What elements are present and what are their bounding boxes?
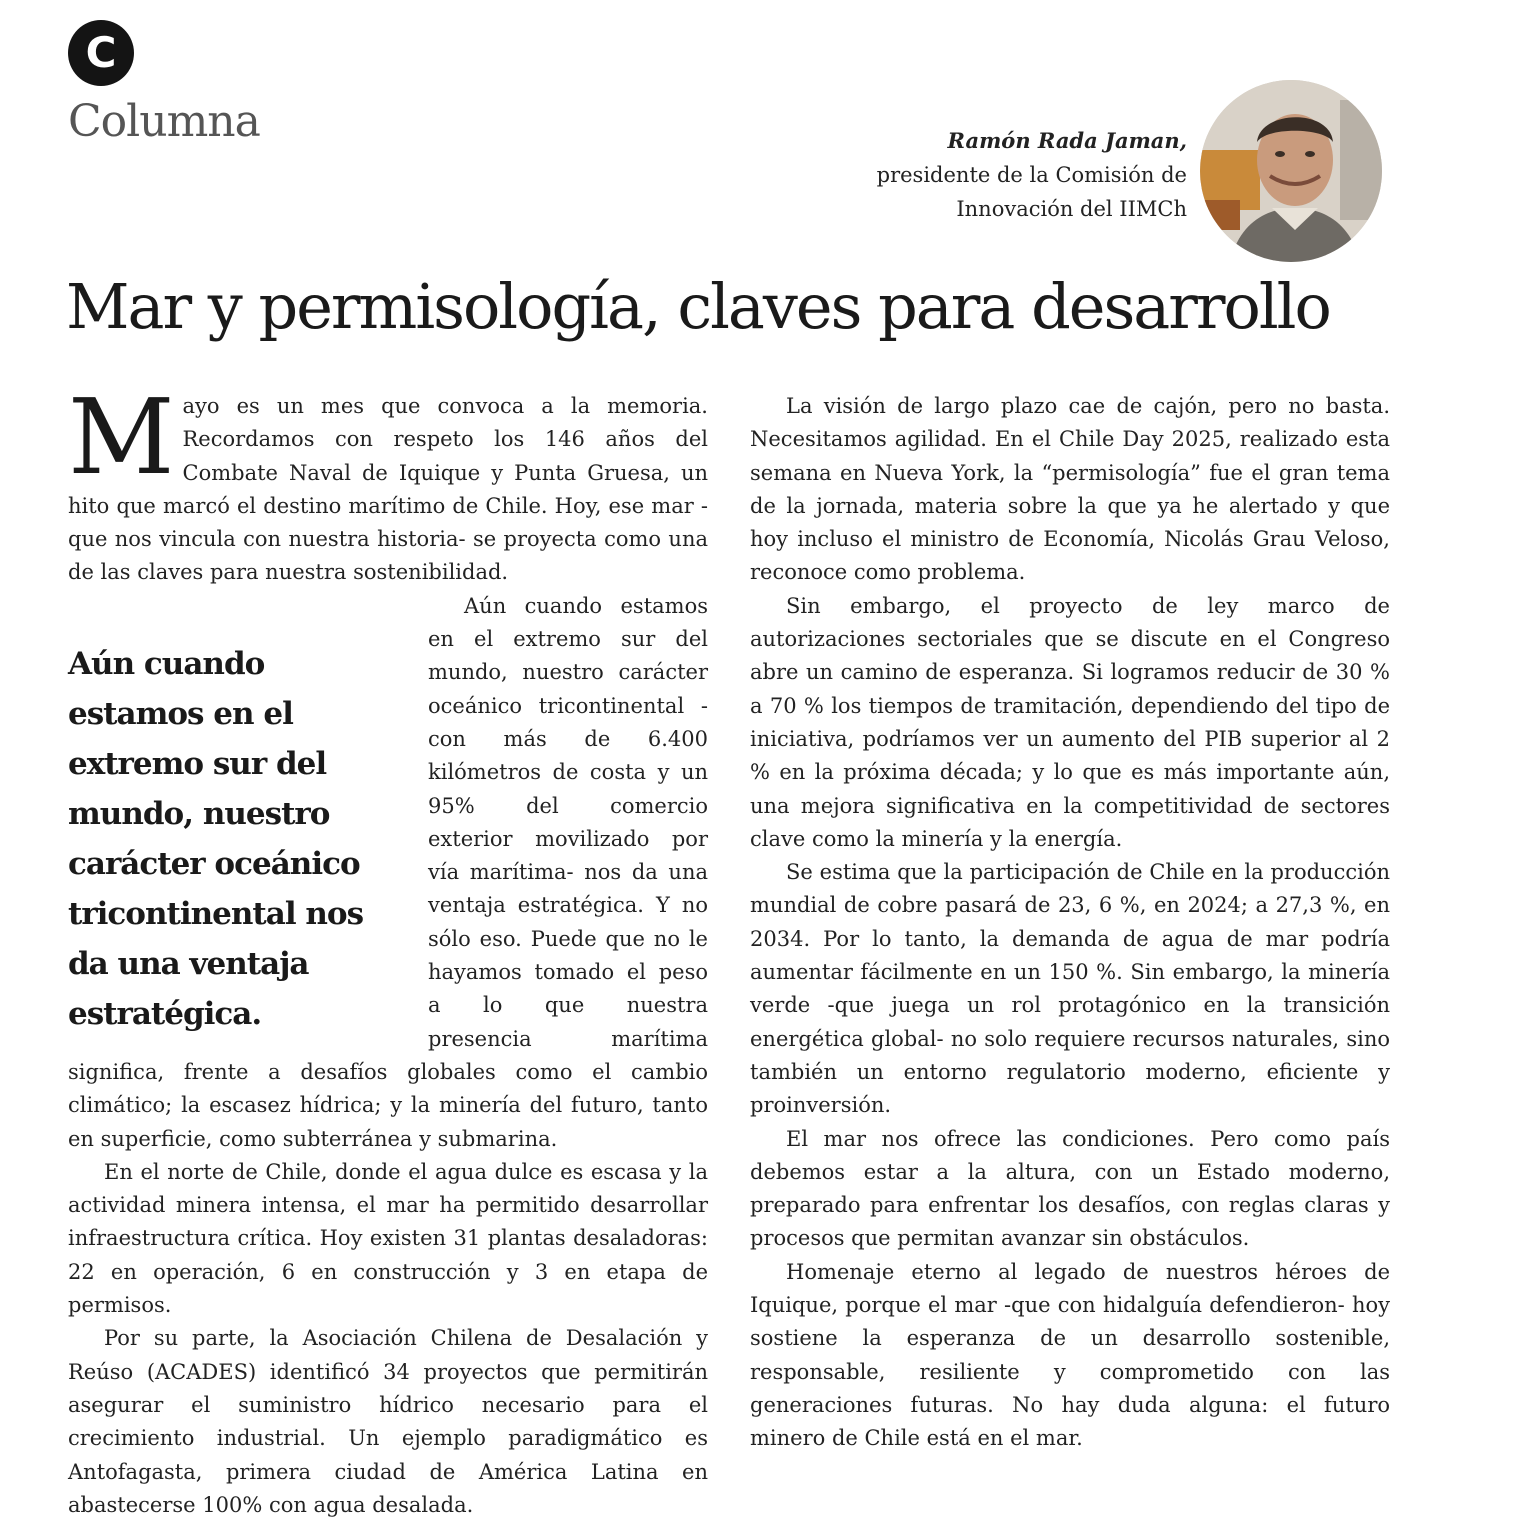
author-name: Ramón Rada Jaman, (947, 128, 1187, 153)
author-byline (877, 124, 1187, 226)
section-badge: C (68, 20, 134, 86)
author-role-line2: Innovación del IIMCh (956, 197, 1187, 221)
article-paragraph-5: La visión de largo plazo cae de cajón, pero no basta. Necesitamos agilidad. En el Chile Day 2025, realizado esta semana en Nueva York, la “permisología” fue el gran tema de la jornada, materia sobre la que ya he alertado y que hoy incluso el ministro de Economía, Nicolás Grau Veloso, reconoce como problema. (750, 394, 1390, 585)
article-paragraph-8: El mar nos ofrece las condiciones. Pero como país debemos estar a la altura, con un Estado moderno, preparado para enfrentar los desafíos, con reglas claras y procesos que permitan avanzar sin obstáculos. (750, 1126, 1390, 1251)
author-role-line1: presidente de la Comisión de (876, 163, 1187, 187)
article-paragraph-3: En el norte de Chile, donde el agua dulce es escasa y la actividad minera intensa, el mar ha permitido desarrollar infraestructura crítica. Hoy existen 31 plantas desaladoras: 22 en operación, 6 en construcción y 3 en etapa de permisos. (68, 1159, 708, 1318)
paragraph-1-text: ayo es un mes que convoca a la memoria. Recordamos con respeto los 146 años del Combate Naval de Iquique y Punta Gruesa, un hito que marcó el destino marítimo de Chile. Hoy, ese mar -que nos vincula con nuestra historia- se proyecta como una de las claves para nuestra sostenibilidad. (68, 394, 708, 585)
drop-cap: M (68, 376, 175, 498)
article-paragraph-2 (68, 590, 708, 1156)
headline: Mar y permisología, claves para desarrollo (66, 270, 1330, 343)
article-paragraph-1 (68, 376, 708, 590)
section-label: Columna (68, 96, 260, 147)
article-paragraph-9: Homenaje eterno al legado de nuestros héroes de Iquique, porque el mar -que con hidalguía defendieron- hoy sostiene la esperanza de un desarrollo sostenible, responsable, resiliente y comprometido con las generaciones futuras. No hay duda alguna: el futuro minero de Chile está en el mar. (750, 1259, 1390, 1451)
article-paragraph-7: Se estima que la participación de Chile en la producción mundial de cobre pasará de 23, 6 %, en 2024; a 27,3 %, en 2034. Por lo tanto, la demanda de agua de mar podría aumentar fácilmente en un 150 %. Sin embargo, la minería verde -que juega un rol protagónico en la transición energética global- no solo requiere recursos naturales, sino también un entorno regulatorio moderno, eficiente y proinversión. (750, 860, 1390, 1118)
pull-quote: Aún cuando estamos en el extremo sur del mundo, nuestro carácter oceánico tricontinental nos da una ventaja estratégica. (68, 645, 364, 1032)
author-portrait-illustration (1200, 80, 1382, 262)
paragraph-2-text: Aún cuando estamos en el extremo sur del mundo, nuestro carácter oceánico tricontinental -con más de 6.400 kilómetros de costa y un 95% del comercio exterior movilizado por vía marítima- nos da una ventaja estratégica. Y no sólo eso. Puede que no le hayamos tomado el peso a lo que nuestra presencia marítima significa, frente a desafíos globales como el cambio climático; la escasez hídrica; y la minería del futuro, tanto en superficie, como subterránea y submarina. (68, 593, 708, 1151)
article-paragraph-6: Sin embargo, el proyecto de ley marco de autorizaciones sectoriales que se discute en el Congreso abre un camino de esperanza. Si logramos reducir de 30 % a 70 % los tiempos de tramitación, dependiendo del tipo de iniciativa, podríamos ver un aumento del PIB superior al 2 % en la próxima década; y lo que es más importante aún, una mejora significativa en la competitividad de sectores clave como la minería y la energía. (750, 593, 1390, 851)
author-photo (1200, 80, 1382, 262)
article-column-left (68, 376, 708, 1522)
article-paragraph-4: Por su parte, la Asociación Chilena de Desalación y Reúso (ACADES) identificó 34 proyectos que permitirán asegurar el suministro hídrico necesario para el crecimiento industrial. Un ejemplo paradigmático es Antofagasta, primera ciudad de América Latina en abastecerse 100% con agua desalada. (68, 1326, 708, 1517)
article-column-right (750, 390, 1390, 1456)
